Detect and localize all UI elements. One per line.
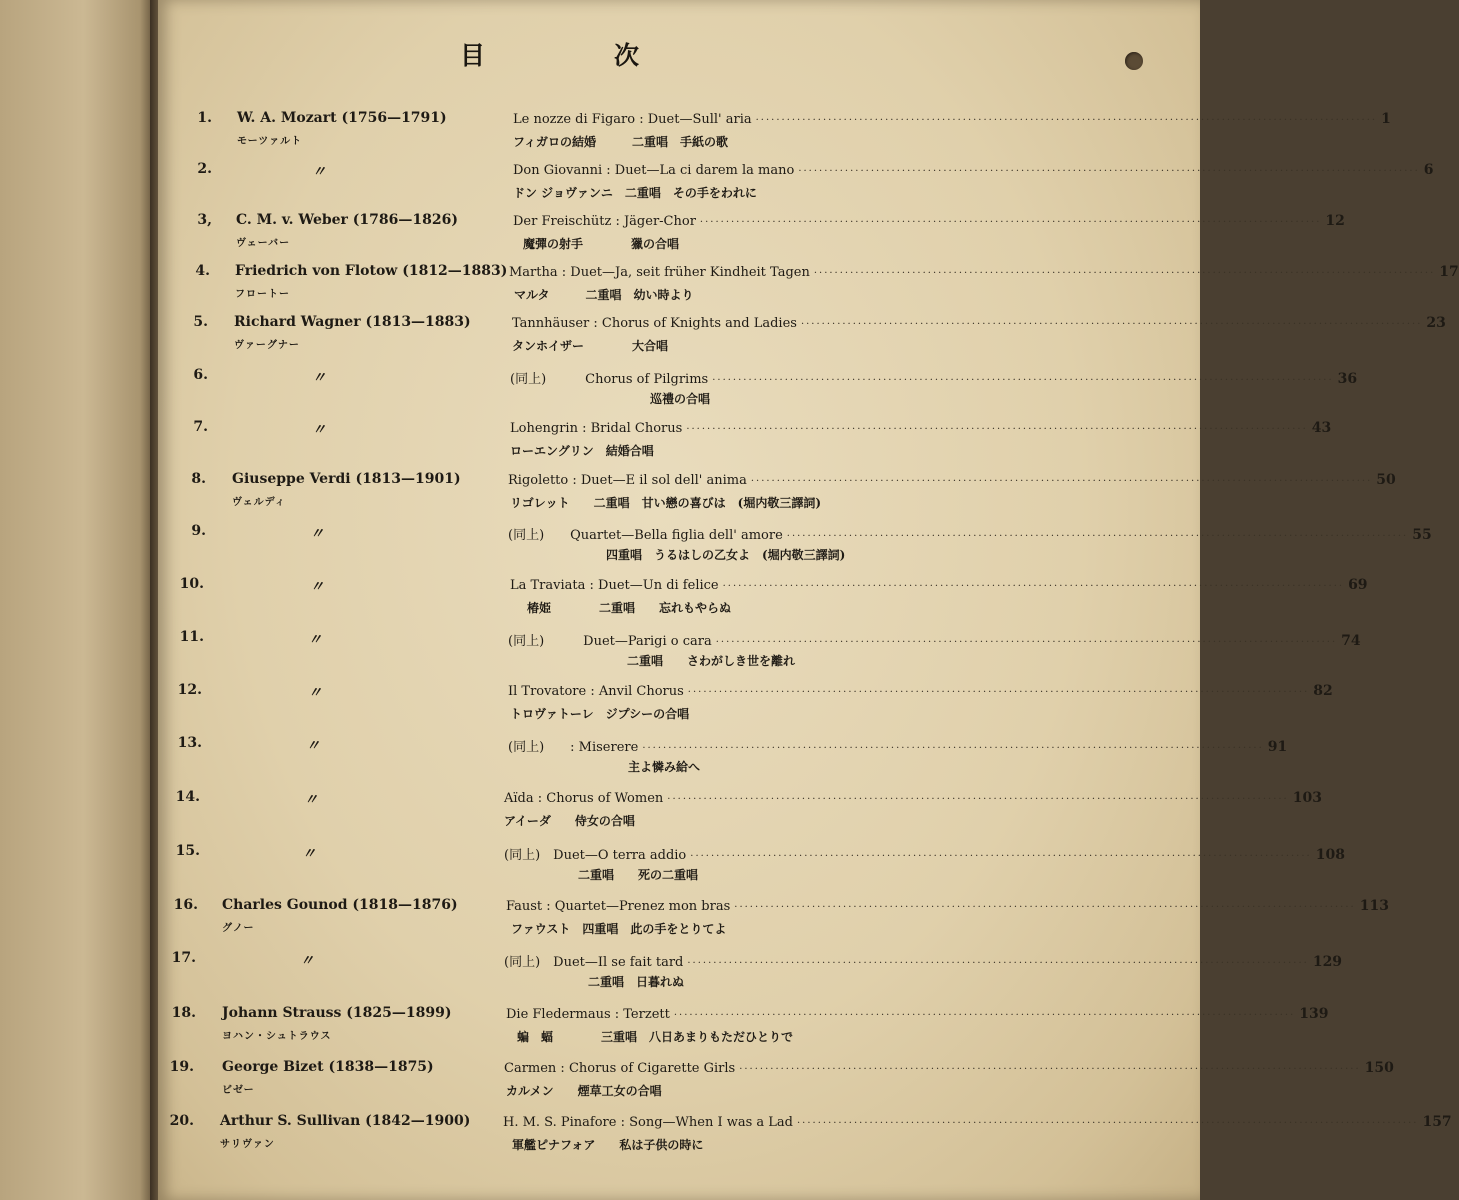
composer-name-japanese: ビゼー <box>222 1085 255 1096</box>
japanese-title-line: 魔彈の射手 獵の合唱 <box>523 237 680 251</box>
composer-name-japanese: ヴァーグナー <box>234 340 300 351</box>
opera-line <box>508 472 1396 490</box>
toc-entry <box>0 682 1333 728</box>
opera-line <box>504 1060 1394 1078</box>
entry-number: 8. <box>191 471 206 487</box>
opera-title: Rigoletto : Duet—E il sol dell' anima <box>508 473 747 488</box>
entry-number: 9. <box>191 523 206 539</box>
japanese-title-line: カルメン 煙草工女の合唱 <box>506 1084 662 1098</box>
toc-entry <box>0 843 1345 889</box>
page-number: 82 <box>1313 683 1333 699</box>
page-number: 108 <box>1315 847 1345 863</box>
japanese-title-line: ドン ジョヴァンニ 二重唱 その手をわれに <box>513 186 757 200</box>
page-number: 36 <box>1337 371 1358 387</box>
entry-number: 10. <box>179 576 204 592</box>
opera-line <box>506 1006 1329 1024</box>
opera-title: Lohengrin : Bridal Chorus <box>510 421 683 436</box>
opera-line <box>510 368 1358 387</box>
opera-line <box>513 213 1345 231</box>
dot-leader: ························································································································ <box>687 687 1310 698</box>
toc-entry <box>0 576 1368 622</box>
opera-title: H. M. S. Pinafore : Song—When I was a Lad <box>503 1115 793 1130</box>
toc-entry <box>0 419 1332 465</box>
japanese-title-line: 軍艦ピナフォア 私は子供の時に <box>512 1138 704 1152</box>
ditto-mark: 〃 <box>300 953 314 969</box>
opera-line <box>504 951 1343 970</box>
toc-entry <box>0 1005 1329 1051</box>
opera-title: Aïda : Chorus of Women <box>504 791 664 806</box>
opera-title: Die Fledermaus : Terzett <box>506 1007 670 1022</box>
opera-title: (同上) Duet—Il se fait tard <box>504 955 684 970</box>
japanese-title-line: アイーダ 侍女の合唱 <box>504 814 635 828</box>
page-number: 55 <box>1412 527 1432 543</box>
dot-leader: ························································································································ <box>739 1064 1361 1075</box>
opera-title: (同上) Duet—Parigi o cara <box>508 634 712 649</box>
opera-line <box>510 420 1332 438</box>
dot-leader: ························································································································ <box>667 794 1289 805</box>
japanese-title-line: 二重唱 死の二重唱 <box>578 868 699 882</box>
ditto-mark: 〃 <box>312 370 326 386</box>
ditto-mark: 〃 <box>312 422 326 438</box>
japanese-title-line: トロヴァトーレ ジプシーの合唱 <box>510 707 690 721</box>
entry-number: 12. <box>177 682 202 698</box>
entry-number: 15. <box>175 843 200 859</box>
opera-title: Le nozze di Figaro : Duet—Sull' aria <box>513 112 752 127</box>
composer-name: George Bizet (1838—1875) <box>222 1059 434 1075</box>
japanese-title-line: ファウスト 四重唱 此の手をとりてよ <box>511 922 727 936</box>
dot-leader: ························································································································ <box>642 743 1264 754</box>
toc-entry <box>0 161 1434 207</box>
dot-leader: ························································································································ <box>813 268 1436 279</box>
entry-number: 1. <box>197 110 212 126</box>
entry-number: 4. <box>195 263 210 279</box>
opera-title: Don Giovanni : Duet—La ci darem la mano <box>513 163 795 178</box>
toc-entry <box>0 789 1322 835</box>
toc-entry <box>0 523 1432 569</box>
dot-leader: ························································································································ <box>687 958 1309 969</box>
composer-name: Friedrich von Flotow (1812—1883) <box>235 263 508 279</box>
opera-line <box>513 162 1434 180</box>
opera-title: Carmen : Chorus of Cigarette Girls <box>504 1061 736 1076</box>
japanese-title-line: 巡禮の合唱 <box>650 392 711 406</box>
entry-number: 16. <box>173 897 198 913</box>
dot-leader: ························································································································ <box>715 637 1338 648</box>
entry-number: 3, <box>197 212 212 228</box>
japanese-title-line: マルタ 二重唱 幼い時より <box>514 288 694 302</box>
ditto-mark: 〃 <box>302 846 316 862</box>
toc-entry <box>0 212 1345 258</box>
opera-line <box>504 844 1345 863</box>
page-number: 43 <box>1311 420 1332 436</box>
title-char-2: 次 <box>614 41 640 70</box>
ditto-mark: 〃 <box>306 738 320 754</box>
toc-entry <box>0 367 1358 413</box>
opera-line <box>506 898 1389 916</box>
japanese-title-line: 主よ憐み給へ <box>628 760 701 774</box>
opera-line <box>503 1114 1452 1132</box>
opera-title: Der Freischütz : Jäger-Chor <box>513 214 696 229</box>
title-char-1: 目 <box>460 41 486 70</box>
ditto-mark: 〃 <box>312 164 326 180</box>
opera-line <box>508 630 1361 649</box>
dot-leader: ························································································································ <box>690 851 1312 862</box>
page-number: 23 <box>1426 315 1446 331</box>
toc-entry <box>0 1059 1394 1105</box>
dot-leader: ························································································································ <box>699 217 1322 228</box>
opera-title: Faust : Quartet—Prenez mon bras <box>506 899 731 914</box>
toc-entry <box>0 314 1446 360</box>
page-number: 1 <box>1381 111 1391 127</box>
composer-name-japanese: ヴェーバー <box>236 238 291 249</box>
opera-title: (同上) Chorus of Pilgrims <box>510 372 709 387</box>
entry-number: 17. <box>171 950 196 966</box>
entry-number: 14. <box>175 789 200 805</box>
composer-name: Johann Strauss (1825—1899) <box>222 1005 452 1021</box>
page-number: 139 <box>1299 1006 1329 1022</box>
ditto-mark: 〃 <box>304 792 318 808</box>
opera-line <box>509 264 1459 282</box>
page-number: 17 <box>1439 264 1459 280</box>
page-number: 12 <box>1325 213 1345 229</box>
page-number: 150 <box>1364 1060 1394 1076</box>
page-number: 50 <box>1376 472 1396 488</box>
opera-title: Il Trovatore : Anvil Chorus <box>508 684 684 699</box>
opera-line <box>508 524 1432 543</box>
dot-leader: ························································································································ <box>712 375 1334 386</box>
ditto-mark: 〃 <box>308 632 322 648</box>
japanese-title-line: タンホイザー 大合唱 <box>512 339 669 353</box>
toc-entry <box>0 897 1389 943</box>
entry-number: 11. <box>179 629 204 645</box>
opera-title: Martha : Duet—Ja, seit früher Kindheit Tagen <box>509 265 810 280</box>
opera-title: (同上) Quartet—Bella figlia dell' amore <box>508 528 783 543</box>
composer-name-japanese: グノー <box>222 923 255 934</box>
dot-leader: ························································································································ <box>673 1010 1296 1021</box>
composer-name-japanese: ヴェルディ <box>232 497 286 508</box>
page-number: 74 <box>1341 633 1361 649</box>
page-number: 113 <box>1359 898 1389 914</box>
entry-number: 6. <box>193 367 208 383</box>
composer-name: Giuseppe Verdi (1813—1901) <box>232 471 461 487</box>
dot-leader: ························································································································ <box>755 115 1378 126</box>
dot-leader: ························································································································ <box>800 319 1423 330</box>
entry-number: 19. <box>169 1059 194 1075</box>
dot-leader: ························································································································ <box>798 166 1420 177</box>
opera-line <box>510 577 1368 595</box>
dot-leader: ························································································································ <box>686 424 1308 435</box>
composer-name: Charles Gounod (1818—1876) <box>222 897 458 913</box>
page-number: 6 <box>1423 162 1434 178</box>
page-number: 91 <box>1267 739 1288 755</box>
opera-line <box>504 790 1322 808</box>
toc-entry <box>0 471 1396 517</box>
toc-entry <box>0 110 1391 156</box>
ditto-mark: 〃 <box>310 579 324 595</box>
composer-name: Richard Wagner (1813—1883) <box>234 314 471 330</box>
entry-number: 13. <box>177 735 202 751</box>
japanese-title-line: 二重唱 日暮れぬ <box>588 975 685 989</box>
composer-name-japanese: フロートー <box>235 289 290 300</box>
page-number: 157 <box>1422 1114 1452 1130</box>
page-number: 129 <box>1312 954 1343 970</box>
japanese-title-line: ローエングリン 結婚合唱 <box>510 444 654 458</box>
opera-line <box>508 736 1288 755</box>
dot-leader: ························································································································ <box>734 902 1356 913</box>
dot-leader: ························································································································ <box>786 531 1409 542</box>
composer-name: C. M. v. Weber (1786—1826) <box>236 212 458 228</box>
toc-entry <box>0 263 1459 309</box>
entry-number: 5. <box>193 314 208 330</box>
composer-name: W. A. Mozart (1756—1791) <box>237 110 447 126</box>
japanese-title-line: フィガロの結婚 二重唱 手紙の歌 <box>513 135 729 149</box>
dot-leader: ························································································································ <box>797 1118 1419 1129</box>
ditto-mark: 〃 <box>308 685 322 701</box>
japanese-title-line: リゴレット 二重唱 甘い戀の喜びは (堀内敬三譯詞) <box>510 496 821 510</box>
composer-name-japanese: モーツァルト <box>237 136 303 147</box>
opera-line <box>513 111 1391 129</box>
toc-entry <box>0 735 1288 781</box>
opera-title: Tannhäuser : Chorus of Knights and Ladies <box>512 316 797 331</box>
ditto-mark: 〃 <box>310 526 324 542</box>
dot-leader: ························································································································ <box>722 581 1345 592</box>
composer-name-japanese: ヨハン・シュトラウス <box>222 1031 332 1042</box>
entry-number: 7. <box>193 419 208 435</box>
japanese-title-line: 四重唱 うるはしの乙女よ (堀内敬三譯詞) <box>606 548 846 562</box>
toc-entry <box>0 629 1361 675</box>
entry-number: 18. <box>171 1005 196 1021</box>
page-number: 69 <box>1348 577 1368 593</box>
entry-number: 2. <box>197 161 212 177</box>
opera-line <box>512 315 1446 333</box>
japanese-title-line: 蝙 蝠 三重唱 八日あまりもただひとりで <box>517 1030 794 1044</box>
japanese-title-line: 椿姫 二重唱 忘れもやらぬ <box>527 601 732 615</box>
toc-entry <box>0 1113 1452 1159</box>
toc-entry <box>0 950 1343 996</box>
page-number: 103 <box>1292 790 1322 806</box>
composer-name: Arthur S. Sullivan (1842—1900) <box>220 1113 471 1129</box>
dot-leader: ························································································································ <box>750 476 1373 487</box>
opera-title: (同上) : Miserere <box>508 740 639 755</box>
opera-line <box>508 683 1333 701</box>
opera-title: La Traviata : Duet—Un di felice <box>510 578 719 593</box>
composer-name-japanese: サリヴァン <box>220 1139 275 1150</box>
entry-number: 20. <box>169 1113 194 1129</box>
japanese-title-line: 二重唱 さわがしき世を離れ <box>627 654 796 668</box>
opera-title: (同上) Duet—O terra addio <box>504 848 687 863</box>
